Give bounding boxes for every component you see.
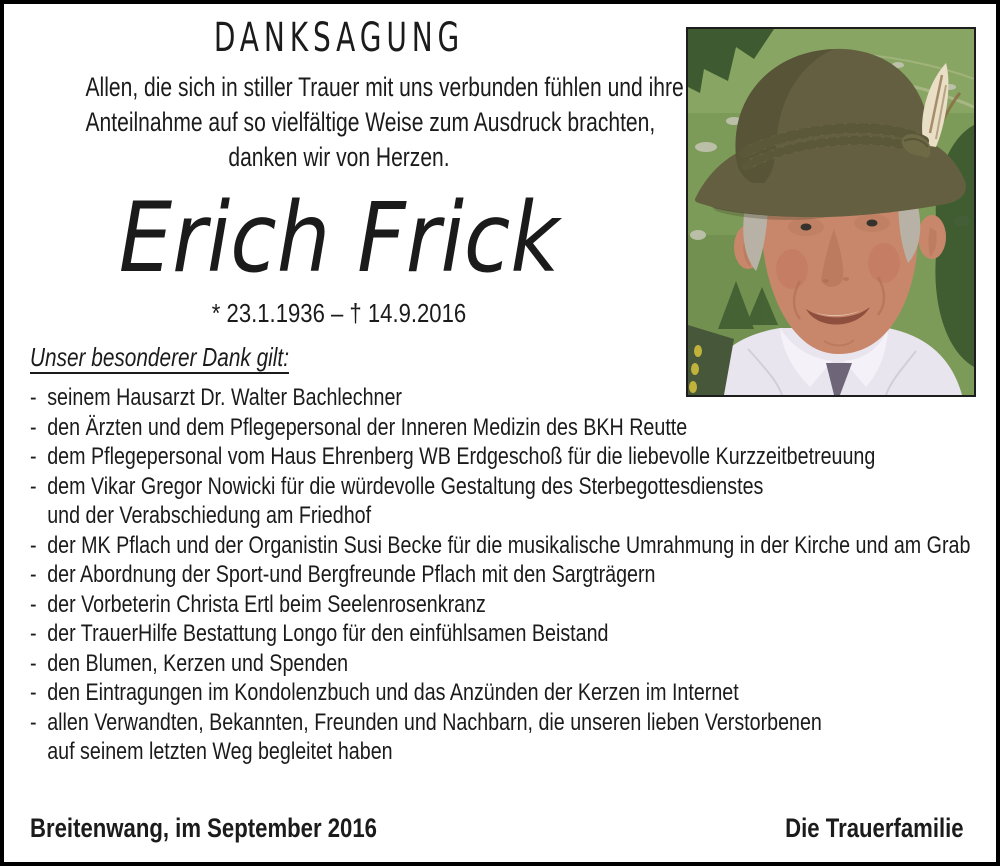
thanks-item bbox=[30, 649, 820, 679]
thanks-item-text: den Eintragungen im Kondolenzbuch und das Anzünden der Kerzen im Internet bbox=[47, 679, 739, 706]
list-dash: - bbox=[30, 413, 37, 441]
intro-paragraph bbox=[14, 70, 684, 175]
thanks-item bbox=[30, 442, 876, 472]
intro-line: Anteilnahme auf so vielfältige Weise zum Ausdruck brachten, bbox=[85, 107, 656, 137]
thanks-item-text: der Abordnung der Sport-und Bergfreunde Pflach mit den Sargträgern bbox=[47, 561, 656, 588]
thanks-item bbox=[30, 531, 971, 561]
list-dash: - bbox=[30, 561, 37, 588]
list-dash: - bbox=[30, 443, 37, 470]
thanks-item bbox=[30, 472, 820, 502]
thanks-item bbox=[30, 413, 820, 443]
list-dash: - bbox=[30, 649, 37, 677]
place-date: Breitenwang, im September 2016 bbox=[30, 813, 377, 843]
thanks-item-continuation bbox=[30, 501, 820, 531]
list-dash: - bbox=[30, 620, 37, 647]
thanks-item-text: und der Verabschiedung am Friedhof bbox=[47, 502, 372, 529]
thanks-item bbox=[30, 590, 820, 620]
list-dash: - bbox=[30, 679, 37, 706]
signature: Die Trauerfamilie bbox=[785, 813, 964, 843]
thanks-item-text: der MK Pflach und der Organistin Susi Becke für die musikalische Umrahmung in der Kirche und am Grab bbox=[47, 531, 971, 559]
notice-title: DANKSAGUNG bbox=[213, 15, 465, 61]
birth-death-dates: * 23.1.1936 – † 14.9.2016 bbox=[211, 298, 467, 328]
thanks-item-text: auf seinem letzten Weg begleitet haben bbox=[47, 738, 393, 765]
thanks-item bbox=[30, 708, 820, 738]
footer bbox=[30, 812, 964, 844]
list-dash: - bbox=[30, 531, 37, 559]
thanks-item-text: der TrauerHilfe Bestattung Longo für den einfühlsamen Beistand bbox=[47, 620, 609, 647]
deceased-name: Erich Frick bbox=[118, 182, 560, 294]
thanks-item-text: seinem Hausarzt Dr. Walter Bachlechner bbox=[47, 384, 402, 411]
list-dash: - bbox=[30, 472, 37, 500]
thanks-item-text: den Ärzten und dem Pflegepersonal der Inneren Medizin des BKH Reutte bbox=[47, 413, 688, 441]
header bbox=[14, 14, 684, 329]
thanks-heading: Unser besonderer Dank gilt: bbox=[30, 342, 289, 372]
thanks-section bbox=[30, 340, 994, 767]
intro-line: danken wir von Herzen. bbox=[228, 142, 450, 172]
thanks-item bbox=[30, 383, 820, 413]
thanks-item-text: den Blumen, Kerzen und Spenden bbox=[47, 649, 349, 677]
thanks-item bbox=[30, 678, 820, 708]
intro-line: Allen, die sich in stiller Trauer mit uns verbunden fühlen und ihre bbox=[85, 72, 684, 102]
thanks-item-text: dem Vikar Gregor Nowicki für die würdevolle Gestaltung des Sterbegottesdienstes bbox=[47, 472, 764, 500]
list-dash: - bbox=[30, 708, 37, 736]
thanks-item bbox=[30, 560, 820, 590]
list-dash: - bbox=[30, 590, 37, 618]
list-dash: - bbox=[30, 384, 37, 411]
thanks-item-text: dem Pflegepersonal vom Haus Ehrenberg WB Erdgeschoß für die liebevolle Kurzzeitbetreuung bbox=[47, 443, 876, 470]
thanks-item-text: der Vorbeterin Christa Ertl beim Seelenrosenkranz bbox=[47, 590, 486, 618]
thanks-item-text: allen Verwandten, Bekannten, Freunden und Nachbarn, die unseren lieben Verstorbenen bbox=[47, 708, 822, 736]
thanks-item-continuation bbox=[30, 737, 820, 767]
thanks-item bbox=[30, 619, 820, 649]
